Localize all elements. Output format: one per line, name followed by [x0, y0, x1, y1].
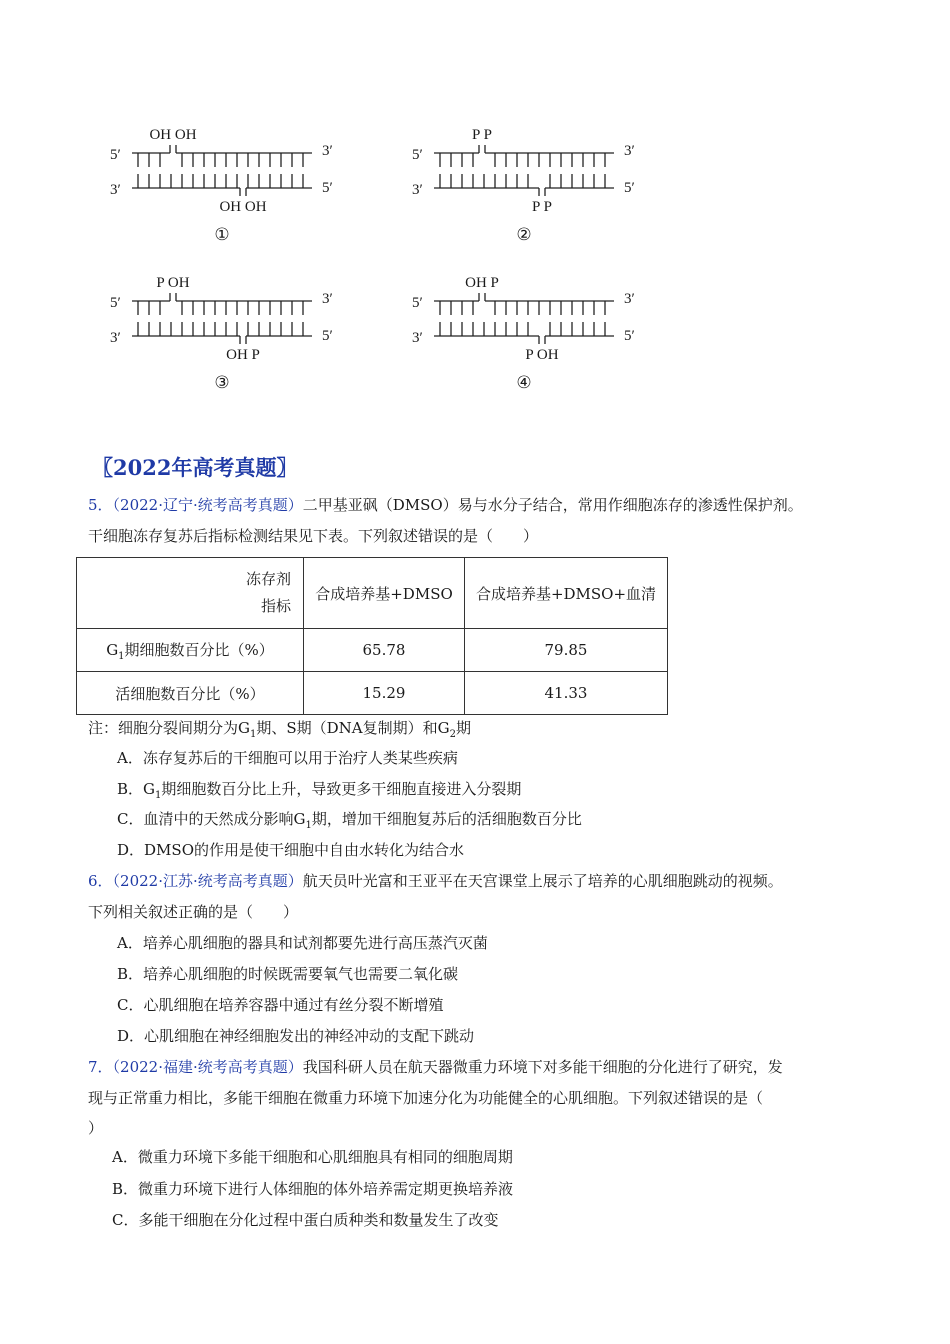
q5-stem-2: 干细胞冻存复苏后指标检测结果见下表。下列叙述错误的是（ ） [88, 527, 539, 545]
dna-diagrams [100, 115, 700, 405]
q6-stem-1: 航天员叶光富和王亚平在天宫课堂上展示了培养的心肌细胞跳动的视频。 [302, 872, 783, 890]
q5-option-d[interactable]: D．DMSO的作用是使干细胞中自由水转化为结合水 [117, 841, 464, 859]
three-prime-label: 3′ [110, 182, 121, 198]
note-sub2: 2 [449, 729, 456, 740]
five-prime-label: 5′ [412, 295, 423, 311]
q5-table [76, 557, 668, 715]
table-row1-label [77, 629, 304, 672]
q6-option-d[interactable]: D．心肌细胞在神经细胞发出的神经冲动的支配下跳动 [117, 1027, 475, 1045]
three-prime-label: 3′ [624, 291, 635, 307]
note-sub1: 1 [249, 729, 257, 740]
row1-label-sub: 1 [118, 650, 125, 662]
q6-source: （2022·江苏·统考高考真题） [112, 872, 303, 890]
diagram-number: ④ [516, 373, 532, 392]
q7-stem-2: 现与正常重力相比，多能干细胞在微重力环境下加速分化为功能健全的心肌细胞。下列叙述错误的是（ [88, 1089, 764, 1107]
q7-option-b[interactable]: B．微重力环境下进行人体细胞的体外培养需定期更换培养液 [112, 1180, 514, 1198]
table-corner-cell [77, 558, 304, 629]
table-col2-header: 合成培养基+DMSO+血清 [465, 558, 668, 629]
table-row2-label: 活细胞数百分比（%） [77, 672, 304, 715]
q7-option-c[interactable]: C．多能干细胞在分化过程中蛋白质种类和数量发生了改变 [112, 1211, 499, 1229]
bottom-group-label: OH OH [219, 199, 267, 215]
table-row1-v1: 65.78 [304, 629, 465, 672]
q6-option-c[interactable]: C．心肌细胞在培养容器中通过有丝分裂不断增殖 [117, 996, 444, 1014]
table-col1-header: 合成培养基+DMSO [304, 558, 465, 629]
table-corner-top: 冻存剂 [245, 570, 291, 588]
note-post: 期 [455, 719, 471, 737]
bottom-group-label: P P [532, 199, 552, 215]
five-prime-label: 5′ [624, 180, 635, 196]
diagram-number: ② [516, 225, 532, 244]
dna-diagram-2 [412, 127, 635, 244]
five-prime-label: 5′ [322, 180, 333, 196]
note-mid: 期、S期（DNA复制期）和G [256, 719, 450, 737]
q5-option-b[interactable] [117, 779, 521, 806]
three-prime-label: 3′ [624, 143, 635, 159]
diagram-number: ③ [214, 373, 230, 392]
q5-option-c-pre: C．血清中的天然成分影响G [117, 810, 306, 828]
bottom-group-label: OH P [226, 347, 260, 363]
top-group-label: OH P [465, 275, 499, 291]
table-row [77, 672, 668, 715]
q5-option-c[interactable] [117, 809, 582, 836]
table-header-row [77, 558, 668, 629]
table-row1-v2: 79.85 [465, 629, 668, 672]
q6-option-a[interactable]: A．培养心肌细胞的器具和试剂都要先进行高压蒸汽灭菌 [117, 934, 488, 952]
q5-option-a[interactable]: A．冻存复苏后的干细胞可以用于治疗人类某些疾病 [117, 749, 458, 767]
row1-label-pre: G [106, 640, 119, 659]
q5-option-b-sub: 1 [155, 790, 162, 801]
five-prime-label: 5′ [110, 147, 121, 163]
top-group-label: P OH [156, 275, 190, 291]
q5-stem-1: 二甲基亚砜（DMSO）易与水分子结合，常用作细胞冻存的渗透性保护剂。 [302, 496, 803, 514]
table-corner-bottom: 指标 [260, 597, 291, 615]
q7-source: （2022·福建·统考高考真题） [112, 1058, 303, 1076]
q5-option-c-post: 期，增加干细胞复苏后的活细胞数百分比 [311, 810, 582, 828]
dna-diagram-3 [110, 275, 333, 392]
three-prime-label: 3′ [412, 330, 423, 346]
q7-number: 7． [88, 1058, 113, 1076]
q5-option-b-post: 期细胞数百分比上升，导致更多干细胞直接进入分裂期 [161, 780, 522, 798]
three-prime-label: 3′ [412, 182, 423, 198]
q6-stem-2: 下列相关叙述正确的是（ ） [88, 903, 299, 921]
three-prime-label: 3′ [322, 143, 333, 159]
five-prime-label: 5′ [110, 295, 121, 311]
q5-number: 5． [88, 496, 113, 514]
dna-diagram-4 [412, 275, 635, 392]
dna-diagram-figure [100, 115, 700, 405]
three-prime-label: 3′ [110, 330, 121, 346]
q6-line1 [88, 871, 783, 891]
q5-note [88, 718, 471, 745]
q7-stem-1: 我国科研人员在航天器微重力环境下对多能干细胞的分化进行了研究，发 [302, 1058, 783, 1076]
diagram-number: ① [214, 225, 230, 244]
top-group-label: OH OH [149, 127, 197, 143]
q5-option-c-sub: 1 [305, 820, 312, 831]
table-row2-v2: 41.33 [465, 672, 668, 715]
q6-number: 6． [88, 872, 113, 890]
top-group-label: P P [472, 127, 492, 143]
q6-option-b[interactable]: B．培养心肌细胞的时候既需要氧气也需要二氧化碳 [117, 965, 459, 983]
five-prime-label: 5′ [322, 328, 333, 344]
five-prime-label: 5′ [412, 147, 423, 163]
table-row [77, 629, 668, 672]
q5-line1 [88, 495, 803, 515]
row1-label-post: 期细胞数百分比（%） [124, 640, 274, 659]
q5-source: （2022·辽宁·统考高考真题） [112, 496, 303, 514]
q7-option-a[interactable]: A．微重力环境下多能干细胞和心肌细胞具有相同的细胞周期 [112, 1148, 513, 1166]
q7-line1 [88, 1057, 783, 1077]
five-prime-label: 5′ [624, 328, 635, 344]
dna-diagram-1 [110, 127, 333, 244]
three-prime-label: 3′ [322, 291, 333, 307]
table-row2-v1: 15.29 [304, 672, 465, 715]
note-pre: 注：细胞分裂间期分为G [88, 719, 250, 737]
section-title: 〖2022年高考真题〗 [92, 455, 298, 480]
q5-option-b-pre: B．G [117, 780, 156, 798]
bottom-group-label: P OH [525, 347, 559, 363]
q7-stem-3: ） [88, 1119, 104, 1137]
